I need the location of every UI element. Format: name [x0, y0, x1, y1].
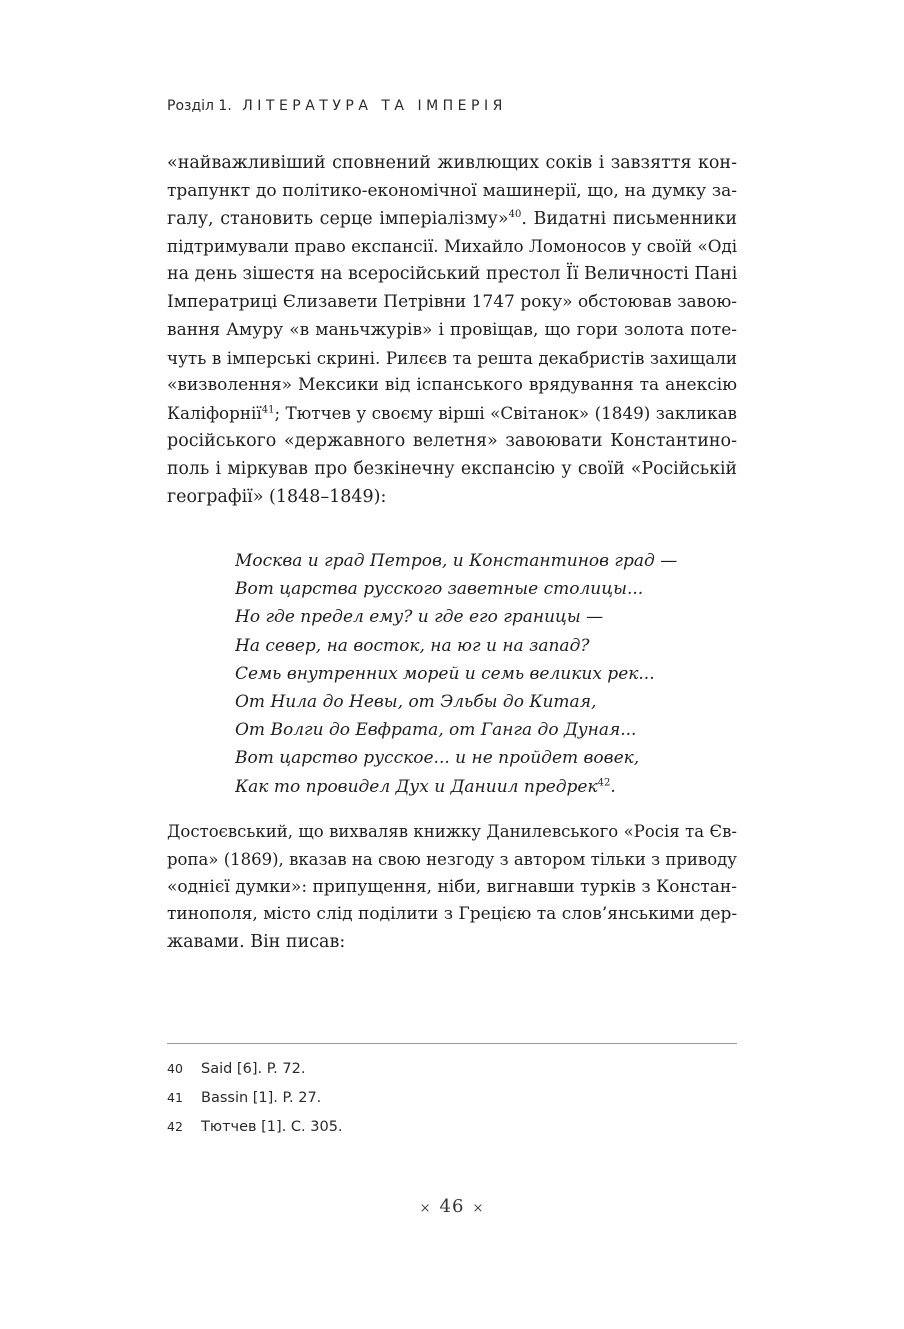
- text-line: чуть в імперські скрині. Рилєєв та решта декабристів захищали: [167, 347, 737, 368]
- text-line: ропа» (1869), вказав на свою незгоду з автором тільки з приводу: [167, 849, 737, 869]
- text-line: трапункт до політико-економічної машинерії, що, на думку за-: [167, 180, 737, 201]
- text-line: на день зішестя на всеросійський престол Її Величності Пані: [167, 264, 737, 285]
- poem-line: Вот царства русского заветные столицы...: [235, 579, 644, 600]
- text-line: [167, 400, 737, 428]
- text-line: Достоєвський, що вихваляв книжку Данилевського «Росія та Єв-: [167, 822, 737, 841]
- ornament-left-icon: ×: [419, 1201, 432, 1216]
- text-line: тинополя, місто слід поділити з Грецією та слов’янськими дер-: [167, 904, 737, 925]
- footnote-text: Bassin [1]. P. 27.: [201, 1090, 322, 1106]
- poem-line: Москва и град Петров, и Константинов град —: [235, 551, 678, 571]
- text-line: «визволення» Мексики від іспанського врядування та анексію: [167, 375, 737, 396]
- footnote-text: Said [6]. P. 72.: [201, 1061, 306, 1077]
- text-line: [167, 206, 737, 234]
- footnote-ref-42[interactable]: 42: [597, 776, 611, 788]
- poem-line: [235, 773, 677, 801]
- footnote-number: 40: [167, 1061, 183, 1076]
- poem-line: От Нила до Невы, от Эльбы до Китая,: [235, 692, 597, 713]
- ornament-right-icon: ×: [472, 1201, 485, 1216]
- page-number-value: 46: [439, 1196, 465, 1217]
- footnote-41: [167, 1087, 737, 1116]
- text-line: підтримували право експансії. Михайло Ломоносов у своїй «Оді: [167, 236, 737, 257]
- footnotes: [167, 1058, 737, 1145]
- text-line: географії» (1848–1849):: [167, 486, 387, 507]
- text-line: вання Амуру «в маньчжурів» і провіщав, що гори золота поте-: [167, 319, 737, 340]
- page-number: [0, 1196, 904, 1217]
- footnote-42: [167, 1116, 737, 1145]
- text-line: поль і міркував про безкінечну експансію у своїй «Російській: [167, 458, 737, 479]
- text-fragment: . Видатні письменники: [521, 208, 737, 229]
- text-fragment: ; Тютчев у своєму вірші «Світанок» (1849) закликав: [274, 403, 737, 424]
- footnote-ref-41[interactable]: 41: [261, 404, 275, 416]
- paragraph-2: [167, 818, 737, 957]
- text-line: «однієї думки»: припущення, ніби, вигнавши турків з Констан-: [167, 876, 737, 897]
- text-fragment: Каліфорнії: [167, 403, 262, 424]
- footnote-40: [167, 1058, 737, 1087]
- text-line: жавами. Він писав:: [167, 932, 346, 953]
- text-fragment: Как то провидел Дух и Даниил предрек: [235, 776, 598, 797]
- poem-quote: [235, 547, 677, 801]
- chapter-number: Розділ 1.: [167, 98, 232, 114]
- text-fragment: .: [610, 776, 616, 797]
- footnote-number: 42: [167, 1119, 183, 1134]
- poem-line: Но где предел ему? и где его границы —: [235, 607, 604, 628]
- poem-line: Семь внутренних морей и семь великих рек...: [235, 663, 655, 684]
- footnote-ref-40[interactable]: 40: [508, 208, 522, 220]
- chapter-title: ЛІТЕРАТУРА ТА ІМПЕРІЯ: [242, 98, 507, 114]
- paragraph-1: [167, 150, 737, 511]
- text-line: «найважливіший сповнений живлющих соків і завзяття кон-: [167, 153, 737, 173]
- poem-line: Вот царство русское... и не пройдет вовек,: [235, 748, 640, 769]
- poem-line: От Волги до Евфрата, от Ганга до Дуная...: [235, 720, 637, 741]
- poem-line: На север, на восток, на юг и на запад?: [235, 635, 590, 656]
- running-head: [167, 98, 507, 114]
- text-fragment: галу, становить серце імперіалізму»: [167, 208, 509, 229]
- text-line: російського «державного велетня» завоювати Константино-: [167, 430, 737, 451]
- text-line: Імператриці Єлизавети Петрівни 1747 року» обстоював завою-: [167, 291, 737, 312]
- footnote-number: 41: [167, 1090, 183, 1105]
- footnote-text: Тютчев [1]. С. 305.: [201, 1119, 343, 1135]
- footnote-divider: [167, 1043, 737, 1044]
